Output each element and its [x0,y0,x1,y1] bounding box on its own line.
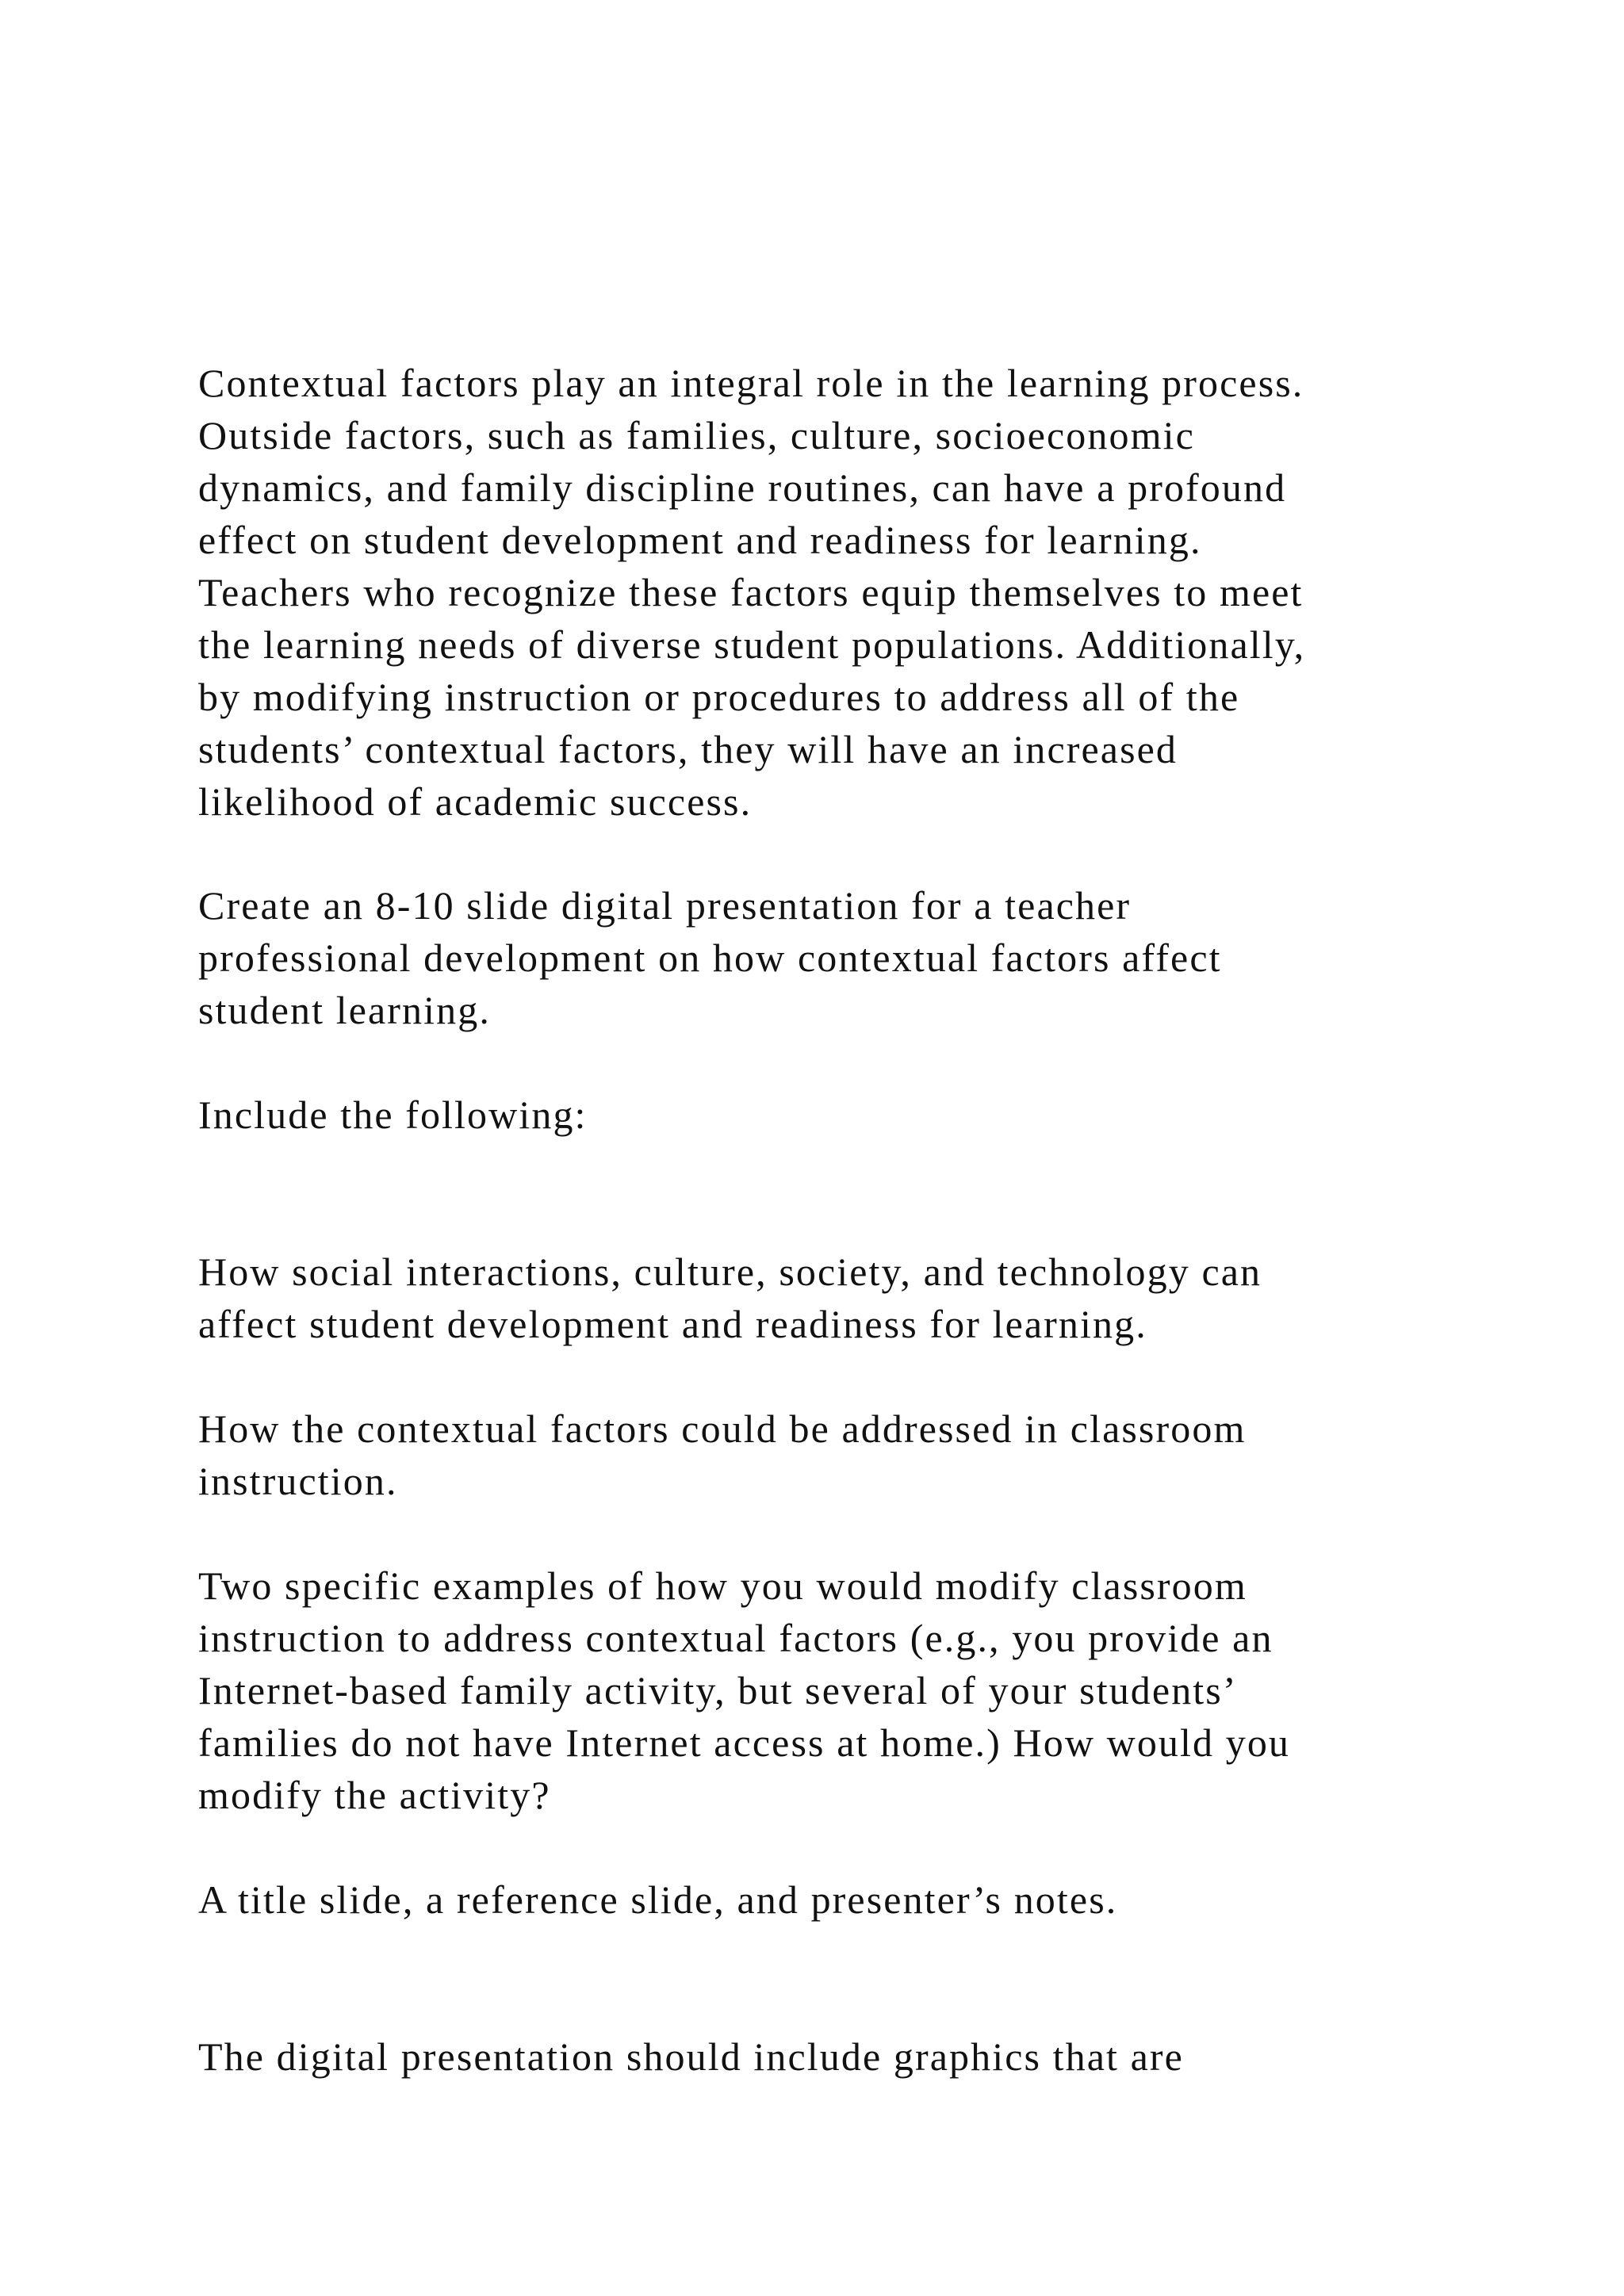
requirement-line: instruction to address contextual factors (e.g., you provide an [198,1616,1274,1660]
requirement-line: families do not have Internet access at home.) How would you [198,1720,1291,1765]
intro-line: Contextual factors play an integral role in the learning process. [198,361,1304,405]
graphics-paragraph [198,2030,1499,2083]
intro-line: the learning needs of diverse student populations. Additionally, [198,622,1306,667]
intro-line: by modifying instruction or procedures to address all of the [198,675,1240,719]
intro-line: Outside factors, such as families, culture, socioeconomic [198,413,1195,457]
requirement-line: How social interactions, culture, society, and technology can [198,1249,1262,1294]
task-line: Create an 8-10 slide digital presentation for a teacher [198,883,1132,928]
task-line: professional development on how contextual factors affect [198,936,1222,980]
task-line: student learning. [198,988,491,1032]
graphics-line: The digital presentation should include graphics that are [198,2034,1184,2079]
requirement-line: instruction. [198,1459,398,1503]
requirement-line: affect student development and readiness for learning. [198,1302,1147,1346]
requirement-line: modify the activity? [198,1773,551,1817]
intro-paragraph [198,357,1499,828]
requirement-item-classroom-instruction [198,1402,1499,1507]
requirement-item-examples [198,1559,1499,1821]
requirement-line: Two specific examples of how you would modify classroom [198,1563,1247,1608]
intro-line: students’ contextual factors, they will have an increased [198,727,1178,771]
task-paragraph [198,879,1499,1036]
intro-line: likelihood of academic success. [198,779,753,824]
requirement-line: How the contextual factors could be addressed in classroom [198,1406,1247,1451]
include-heading [198,1089,1499,1141]
intro-line: dynamics, and family discipline routines, can have a profound [198,465,1287,510]
intro-line: Teachers who recognize these factors equip themselves to meet [198,570,1304,614]
intro-line: effect on student development and readiness for learning. [198,518,1202,562]
requirement-item-social-factors [198,1246,1499,1350]
requirement-line: A title slide, a reference slide, and presenter’s notes. [198,1877,1118,1922]
requirement-item-slides [198,1873,1499,1926]
requirement-line: Internet-based family activity, but several of your students’ [198,1668,1238,1712]
include-heading-line: Include the following: [198,1093,588,1137]
